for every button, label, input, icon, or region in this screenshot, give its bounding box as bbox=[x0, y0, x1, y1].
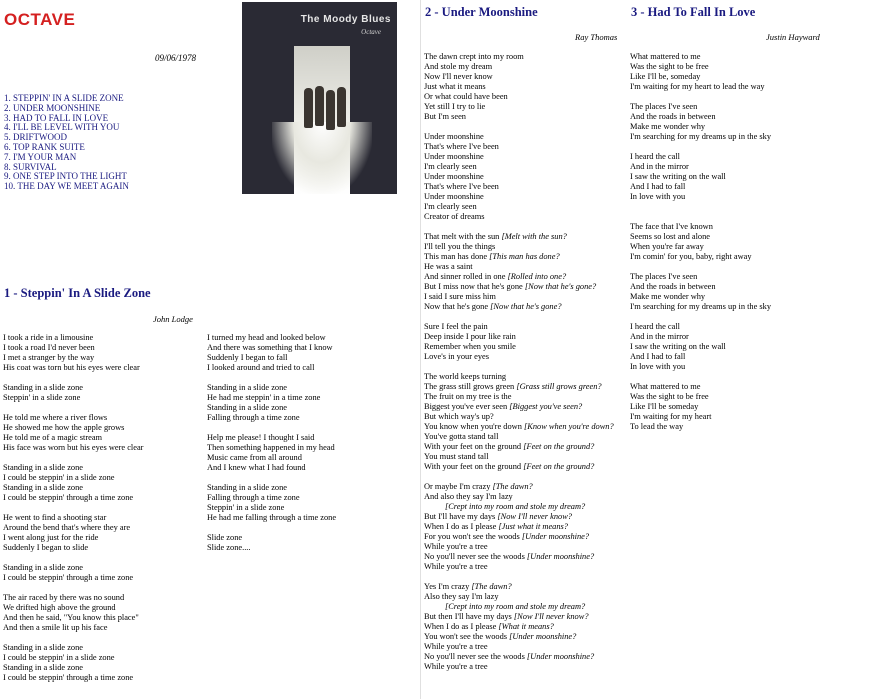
lyric-line: Slide zone.... bbox=[207, 543, 251, 552]
lyric-line bbox=[3, 373, 143, 383]
lyric-annotation: [Know when you're down? bbox=[524, 422, 614, 431]
lyric-line bbox=[424, 622, 614, 632]
lyric-line bbox=[424, 262, 614, 272]
lyric-line: Falling through a time zone bbox=[207, 493, 300, 502]
lyric-text: The world keeps turning bbox=[424, 372, 507, 381]
song2-title: 2 - Under Moonshine bbox=[425, 5, 538, 19]
lyric-line bbox=[424, 292, 614, 302]
lyric-line: I took a ride in a limousine bbox=[3, 333, 94, 342]
lyric-line: Music came from all around bbox=[207, 453, 302, 462]
lyric-annotation: [Under moonshine? bbox=[526, 552, 595, 561]
lyric-line: In love with you bbox=[630, 192, 686, 201]
lyric-text: And sinner rolled in one bbox=[424, 272, 508, 281]
lyric-line bbox=[424, 62, 614, 72]
track-item: 1. STEPPIN' IN A SLIDE ZONE bbox=[4, 93, 124, 103]
lyric-line bbox=[424, 392, 614, 402]
track-item: 10. THE DAY WE MEET AGAIN bbox=[4, 181, 129, 192]
lyric-text: But I'll have my days bbox=[424, 512, 498, 521]
lyric-line bbox=[424, 382, 614, 392]
lyric-line: Standing in a slide zone bbox=[207, 483, 288, 492]
lyric-text: Yes I'm crazy bbox=[424, 582, 472, 591]
lyric-annotation: [What it means? bbox=[498, 622, 554, 631]
lyric-line bbox=[424, 522, 614, 532]
lyric-line bbox=[424, 632, 614, 642]
lyric-line bbox=[630, 312, 771, 322]
lyric-line: I saw the writing on the wall bbox=[630, 172, 726, 181]
lyric-annotation: [Under moonshine? bbox=[526, 652, 595, 661]
lyric-text: You know when you're down bbox=[424, 422, 524, 431]
lyric-line bbox=[424, 352, 614, 362]
song2-lyrics bbox=[424, 52, 614, 672]
lyric-line: I heard the call bbox=[630, 152, 680, 161]
track-item: 9. ONE STEP INTO THE LIGHT bbox=[4, 171, 127, 182]
track-item: 7. I'M YOUR MAN bbox=[4, 151, 77, 162]
lyric-line: Slide zone bbox=[207, 533, 243, 542]
song1-lyrics-col2 bbox=[207, 333, 336, 553]
lyric-line: I'm searching for my dreams up in the sky bbox=[630, 302, 772, 311]
lyric-line bbox=[424, 212, 614, 222]
lyric-line: And the roads in between bbox=[630, 282, 716, 291]
lyric-line: I could be steppin' through a time zone bbox=[3, 573, 134, 582]
lyric-line: I could be steppin' through a time zone bbox=[3, 493, 134, 502]
lyric-line bbox=[424, 202, 614, 212]
song3-lyrics bbox=[630, 52, 771, 432]
lyric-text: The fruit on my tree is the bbox=[424, 392, 512, 401]
lyric-text: While you're a tree bbox=[424, 562, 488, 571]
lyric-line: Standing in a slide zone bbox=[3, 463, 84, 472]
lyric-text: This man has done bbox=[424, 252, 490, 261]
lyric-text: And also they say I'm lazy bbox=[424, 492, 513, 501]
lyric-line: And then a smile lit up his face bbox=[3, 623, 108, 632]
lyric-line: The places I've seen bbox=[630, 102, 698, 111]
lyric-line bbox=[424, 482, 614, 492]
lyric-text: When I do as I please bbox=[424, 522, 499, 531]
lyric-text: You must stand tall bbox=[424, 452, 489, 461]
lyric-text: Under moonshine bbox=[424, 152, 484, 161]
lyric-line bbox=[424, 532, 614, 542]
lyric-line: He told me of a magic stream bbox=[3, 433, 103, 442]
lyric-line bbox=[424, 132, 614, 142]
lyric-text: Sure I feel the pain bbox=[424, 322, 488, 331]
lyric-line bbox=[424, 502, 614, 512]
lyric-line: The face that I've known bbox=[630, 222, 713, 231]
lyric-line: Steppin' in a slide zone bbox=[3, 393, 81, 402]
lyric-line: I'm comin' for you, baby, right away bbox=[630, 252, 752, 261]
lyric-line: Suddenly I began to fall bbox=[207, 353, 288, 362]
lyric-text: While you're a tree bbox=[424, 542, 488, 551]
lyric-line: I heard the call bbox=[630, 322, 680, 331]
lyric-text: I said I sure miss him bbox=[424, 292, 496, 301]
lyric-annotation: [Rolled into one? bbox=[507, 272, 567, 281]
lyric-line: I looked around and tried to call bbox=[207, 363, 315, 372]
lyric-annotation: [Now that he's gone? bbox=[490, 302, 562, 311]
lyric-line: Make me wonder why bbox=[630, 292, 706, 301]
lyric-line bbox=[630, 262, 771, 272]
lyric-line: His coat was torn but his eyes were clear bbox=[3, 363, 140, 372]
lyric-line: What mattered to me bbox=[630, 52, 701, 61]
lyric-line: He went to find a shooting star bbox=[3, 513, 107, 522]
lyric-line bbox=[630, 202, 771, 212]
lyric-line bbox=[424, 372, 614, 382]
lyric-line bbox=[207, 373, 336, 383]
album-title: OCTAVE bbox=[4, 10, 76, 29]
lyric-line: Then something happened in my head bbox=[207, 443, 335, 452]
lyric-text: Just what it means bbox=[424, 82, 486, 91]
cover-logo: The Moody Blues bbox=[300, 14, 391, 25]
lyric-line: And in the mirror bbox=[630, 332, 689, 341]
track-item: 2. UNDER MOONSHINE bbox=[4, 102, 101, 113]
lyric-line: Was the sight to be free bbox=[630, 392, 709, 401]
lyric-line bbox=[630, 142, 771, 152]
lyric-text: Now that he's gone bbox=[424, 302, 491, 311]
lyric-annotation: [The dawn? bbox=[471, 582, 512, 591]
lyric-line: I'm waiting for my heart to lead the way bbox=[630, 82, 765, 91]
lyric-line: His face was worn but his eyes were clear bbox=[3, 443, 144, 452]
lyric-line bbox=[424, 172, 614, 182]
lyric-line: I met a stranger by the way bbox=[3, 353, 95, 362]
lyric-annotation: [Feet on the ground? bbox=[523, 442, 595, 451]
lyric-line: I could be steppin' in a slide zone bbox=[3, 653, 115, 662]
lyric-annotation: [Crept into my room and stole my dream? bbox=[424, 602, 586, 611]
lyric-line bbox=[424, 582, 614, 592]
lyric-line bbox=[424, 122, 614, 132]
lyric-line: Steppin' in a slide zone bbox=[207, 503, 285, 512]
lyric-line: I turned my head and looked below bbox=[207, 333, 326, 342]
lyric-line: And there was something that I know bbox=[207, 343, 333, 352]
lyric-line bbox=[424, 472, 614, 482]
lyric-line: Standing in a slide zone bbox=[207, 383, 288, 392]
lyric-line: And then he said, "You know this place" bbox=[3, 613, 139, 622]
lyric-line bbox=[424, 152, 614, 162]
song1-lyrics-col1 bbox=[3, 333, 143, 683]
lyric-line bbox=[424, 422, 614, 432]
lyric-line: Help me please! I thought I said bbox=[207, 433, 315, 442]
lyric-line bbox=[424, 182, 614, 192]
lyric-line bbox=[207, 423, 336, 433]
song3-author: Justin Hayward bbox=[766, 32, 820, 42]
lyric-line: Falling through a time zone bbox=[207, 413, 300, 422]
lyric-line: He had me steppin' in a time zone bbox=[207, 393, 321, 402]
lyric-line bbox=[424, 92, 614, 102]
lyric-line bbox=[630, 212, 771, 222]
lyric-line bbox=[424, 322, 614, 332]
lyric-line bbox=[3, 453, 143, 463]
lyric-line bbox=[424, 332, 614, 342]
lyric-annotation: [Just what it means? bbox=[498, 522, 568, 531]
lyric-line: Standing in a slide zone bbox=[207, 403, 288, 412]
lyric-line bbox=[424, 542, 614, 552]
lyric-line bbox=[424, 302, 614, 312]
lyric-text: No you'll never see the woods bbox=[424, 652, 527, 661]
lyric-line bbox=[424, 52, 614, 62]
lyric-text: But I miss now that he's gone bbox=[424, 282, 525, 291]
lyric-line: And the roads in between bbox=[630, 112, 716, 121]
lyric-annotation: [Now that he's gone? bbox=[524, 282, 597, 291]
lyric-line: When you're far away bbox=[630, 242, 704, 251]
lyric-line bbox=[424, 452, 614, 462]
lyric-text: Biggest you've ever seen bbox=[424, 402, 510, 411]
lyric-text: That's where I've been bbox=[424, 142, 499, 151]
lyric-line: Suddenly I began to slide bbox=[3, 543, 89, 552]
lyric-line bbox=[424, 222, 614, 232]
lyric-line: I went along just for the ride bbox=[3, 533, 99, 542]
lyric-line bbox=[3, 503, 143, 513]
track-item: 8. SURVIVAL bbox=[4, 161, 57, 172]
lyric-line: The places I've seen bbox=[630, 272, 698, 281]
lyric-text: Yet still I try to lie bbox=[424, 102, 486, 111]
lyric-line bbox=[3, 403, 143, 413]
lyric-line: Standing in a slide zone bbox=[3, 563, 84, 572]
lyric-annotation: [This man has done? bbox=[489, 252, 560, 261]
divider bbox=[420, 0, 421, 699]
lyric-text: Remember when you smile bbox=[424, 342, 516, 351]
lyric-line: Seems so lost and alone bbox=[630, 232, 711, 241]
lyric-text: Love's in your eyes bbox=[424, 352, 490, 361]
lyric-text: Or maybe I'm crazy bbox=[424, 482, 493, 491]
lyric-text: Or what could have been bbox=[424, 92, 508, 101]
lyric-line: And I knew what I had found bbox=[207, 463, 306, 472]
lyric-text: While you're a tree bbox=[424, 642, 488, 651]
release-date: 09/06/1978 bbox=[155, 53, 197, 63]
lyric-text: Now I'll never know bbox=[424, 72, 493, 81]
lyric-line bbox=[424, 402, 614, 412]
lyric-line bbox=[424, 72, 614, 82]
lyric-line bbox=[424, 412, 614, 422]
lyric-line: Around the bend that's where they are bbox=[3, 523, 131, 532]
song1-title: 1 - Steppin' In A Slide Zone bbox=[4, 286, 151, 300]
lyric-annotation: [Grass still grows green? bbox=[516, 382, 602, 391]
track-item: 6. TOP RANK SUITE bbox=[4, 141, 85, 152]
lyric-line: I took a road I'd never been bbox=[3, 343, 95, 352]
lyric-line: Was the sight to be free bbox=[630, 62, 709, 71]
lyric-text: With your feet on the ground bbox=[424, 442, 524, 451]
lyric-line: I saw the writing on the wall bbox=[630, 342, 726, 351]
lyric-text: That melt with the sun bbox=[424, 232, 502, 241]
lyric-line bbox=[424, 282, 614, 292]
song2-author: Ray Thomas bbox=[575, 32, 618, 42]
lyric-line: And in the mirror bbox=[630, 162, 689, 171]
lyric-line: He had me falling through a time zone bbox=[207, 513, 337, 522]
lyric-line: Standing in a slide zone bbox=[3, 383, 84, 392]
lyric-line bbox=[424, 562, 614, 572]
song3-title: 3 - Had To Fall In Love bbox=[631, 5, 756, 19]
lyric-line: Make me wonder why bbox=[630, 122, 706, 131]
lyric-text: You've gotta stand tall bbox=[424, 432, 499, 441]
lyric-line: I'm waiting for my heart bbox=[630, 412, 712, 421]
lyric-annotation: [Melt with the sun? bbox=[501, 232, 567, 241]
lyric-line: And I had to fall bbox=[630, 352, 686, 361]
lyric-line bbox=[207, 523, 336, 533]
lyric-line bbox=[3, 553, 143, 563]
lyric-line bbox=[424, 492, 614, 502]
lyric-line: Standing in a slide zone bbox=[3, 483, 84, 492]
lyric-line: The air raced by there was no sound bbox=[3, 593, 125, 602]
lyric-line: What mattered to me bbox=[630, 382, 701, 391]
lyric-line bbox=[424, 642, 614, 652]
lyric-annotation: [Under moonshine? bbox=[521, 532, 590, 541]
lyric-text: Deep inside I pour like rain bbox=[424, 332, 516, 341]
lyric-line bbox=[424, 102, 614, 112]
lyric-line bbox=[424, 312, 614, 322]
lyric-annotation: [Now I'll never know? bbox=[513, 612, 589, 621]
lyric-text: The grass still grows green bbox=[424, 382, 517, 391]
lyric-line bbox=[424, 512, 614, 522]
lyric-line bbox=[424, 82, 614, 92]
album-cover bbox=[242, 2, 397, 194]
lyric-line bbox=[424, 652, 614, 662]
lyric-line bbox=[424, 142, 614, 152]
lyric-text: But I'm seen bbox=[424, 112, 466, 121]
lyric-text: Under moonshine bbox=[424, 132, 484, 141]
lyric-line: Like I'll be, someday bbox=[630, 72, 701, 81]
lyric-text: And stole my dream bbox=[424, 62, 493, 71]
lyric-line: Like I'll be someday bbox=[630, 402, 699, 411]
lyric-text: While you're a tree bbox=[424, 662, 488, 671]
lyric-annotation: [The dawn? bbox=[492, 482, 533, 491]
lyric-line bbox=[424, 432, 614, 442]
lyric-line bbox=[630, 372, 771, 382]
lyric-line: I'm searching for my dreams up in the sky bbox=[630, 132, 772, 141]
lyric-text: No you'll never see the woods bbox=[424, 552, 527, 561]
lyric-text: But then I'll have my days bbox=[424, 612, 514, 621]
lyric-annotation: [Feet on the ground? bbox=[523, 462, 595, 471]
lyric-text: You won't see the woods bbox=[424, 632, 510, 641]
lyric-text: I'm clearly seen bbox=[424, 162, 477, 171]
lyric-line bbox=[424, 192, 614, 202]
lyric-line bbox=[424, 602, 614, 612]
lyric-line bbox=[207, 473, 336, 483]
lyric-line bbox=[424, 272, 614, 282]
lyric-line bbox=[424, 612, 614, 622]
lyric-line bbox=[3, 633, 143, 643]
lyric-annotation: [Under moonshine? bbox=[509, 632, 577, 641]
lyric-annotation: [Now I'll never know? bbox=[497, 512, 572, 521]
song1-author: John Lodge bbox=[153, 314, 193, 324]
lyric-text: With your feet on the ground bbox=[424, 462, 524, 471]
lyric-annotation: [Crept into my room and stole my dream? bbox=[424, 502, 586, 511]
lyric-annotation: [Biggest you've seen? bbox=[509, 402, 583, 411]
lyric-line bbox=[424, 342, 614, 352]
lyric-text: He was a saint bbox=[424, 262, 473, 271]
lyric-text: But which way's up? bbox=[424, 412, 494, 421]
lyric-text: I'll tell you the things bbox=[424, 242, 496, 251]
lyric-text: The dawn crept into my room bbox=[424, 52, 524, 61]
lyric-line: And I had to fall bbox=[630, 182, 686, 191]
lyric-text: Also they say I'm lazy bbox=[424, 592, 499, 601]
lyric-text: Under moonshine bbox=[424, 172, 484, 181]
lyric-line: I could be steppin' in a slide zone bbox=[3, 473, 115, 482]
track-item: 4. I'LL BE LEVEL WITH YOU bbox=[4, 122, 120, 133]
lyric-line: To lead the way bbox=[630, 422, 684, 431]
lyric-text: Under moonshine bbox=[424, 192, 484, 201]
lyric-text: When I do as I please bbox=[424, 622, 499, 631]
lyric-line bbox=[424, 112, 614, 122]
lyric-text: I'm clearly seen bbox=[424, 202, 477, 211]
lyric-line bbox=[424, 592, 614, 602]
lyric-line bbox=[424, 162, 614, 172]
track-item: 5. DRIFTWOOD bbox=[4, 132, 67, 143]
lyric-line bbox=[424, 442, 614, 452]
lyric-line bbox=[424, 242, 614, 252]
lyric-line: He told me where a river flows bbox=[3, 413, 108, 422]
lyric-line bbox=[424, 232, 614, 242]
lyric-line bbox=[424, 462, 614, 472]
lyric-line: We drifted high above the ground bbox=[3, 603, 116, 612]
lyric-line: Standing in a slide zone bbox=[3, 643, 84, 652]
lyric-line: Standing in a slide zone bbox=[3, 663, 84, 672]
lyric-line bbox=[424, 572, 614, 582]
lyric-line: He showed me how the apple grows bbox=[3, 423, 125, 432]
lyric-line: I could be steppin' through a time zone bbox=[3, 673, 134, 682]
lyric-line bbox=[424, 662, 614, 672]
lyric-line bbox=[424, 552, 614, 562]
lyric-text: That's where I've been bbox=[424, 182, 499, 191]
lyric-text: Creator of dreams bbox=[424, 212, 485, 221]
lyric-line bbox=[424, 252, 614, 262]
track-list bbox=[4, 94, 129, 192]
lyric-text: For you won't see the woods bbox=[424, 532, 522, 541]
lyric-line bbox=[424, 362, 614, 372]
track-item: 3. HAD TO FALL IN LOVE bbox=[4, 112, 109, 123]
lyric-line bbox=[630, 92, 771, 102]
lyric-line bbox=[3, 583, 143, 593]
lyric-line: In love with you bbox=[630, 362, 686, 371]
cover-subtitle: Octave bbox=[361, 28, 381, 36]
